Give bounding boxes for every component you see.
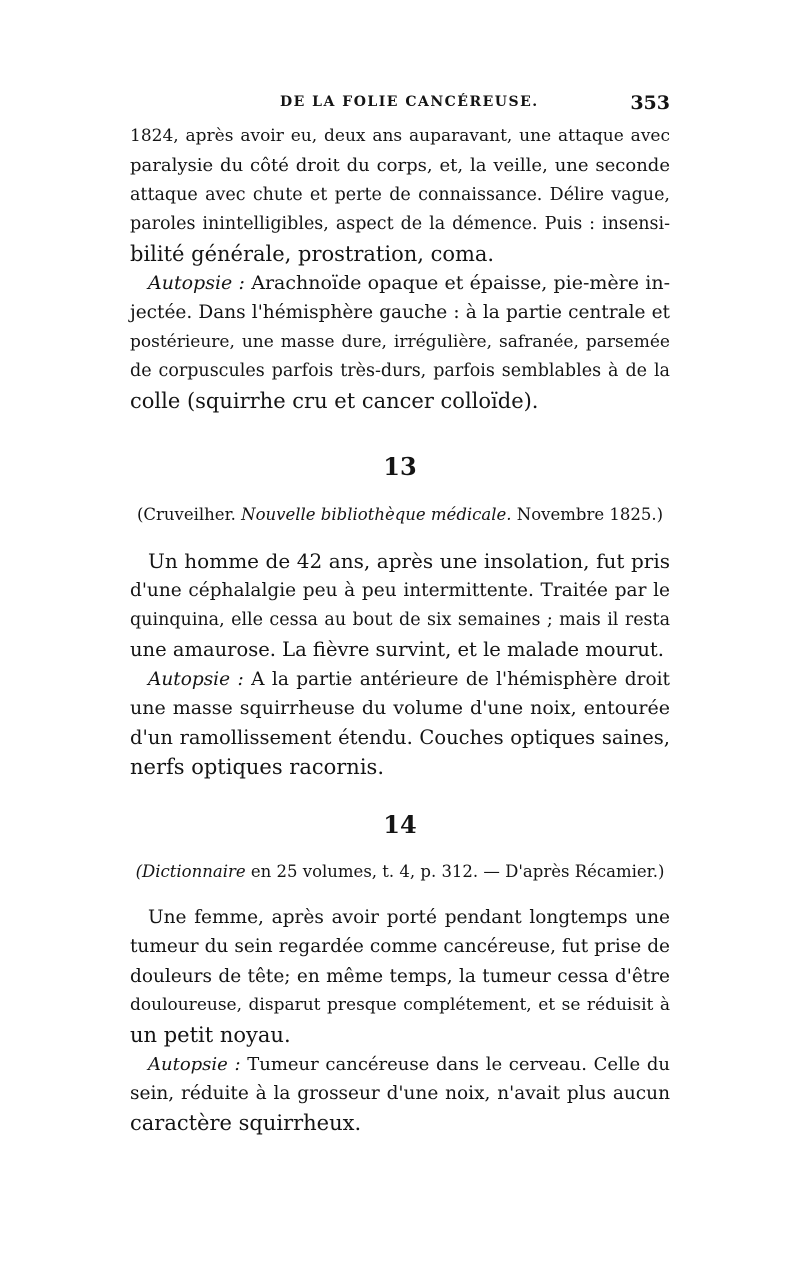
autopsy-line: Autopsie : A la partie antérieure de l'hémisphère droit [148,668,670,690]
case-12-text [130,122,670,416]
citation-13: (Cruveilher. Nouvelle bibliothèque médicale. Novembre 1825.) [136,505,664,524]
autopsy-label: Autopsie : [148,1054,241,1076]
case-14-text [130,903,670,1138]
text-line: douloureuse, disparut presque complétement, et se réduisit à [130,995,670,1016]
text-line: colle (squirrhe cru et cancer colloïde). [130,388,539,413]
autopsy-label: Autopsie : [148,272,245,295]
text-line: un petit noyau. [130,1022,291,1047]
text-line: de corpuscules parfois très-durs, parfois semblables à de la [130,361,670,382]
text-line: 1824, après avoir eu, deux ans auparavant, une attaque avec [130,126,670,146]
case-number-13: 13 [383,452,417,481]
text-line: postérieure, une masse dure, irrégulière, safranée, parsemée [130,331,670,352]
text-line: paralysie du côté droit du corps, et, la veille, une seconde [130,155,670,177]
text-line: caractère squirrheux. [130,1110,362,1135]
text-line: d'une céphalalgie peu à peu intermittente. Traitée par le [130,580,670,602]
text-line: douleurs de tête; en même temps, la tumeur cessa d'être [130,965,670,987]
text-line: sein, réduite à la grosseur d'une noix, n'avait plus aucun [130,1083,670,1105]
text-line: quinquina, elle cessa au bout de six semaines ; mais il resta [130,609,670,630]
autopsy-line: Autopsie : Arachnoïde opaque et épaisse, pie-mère in- [148,272,670,295]
page-number: 353 [630,92,670,114]
text-line: Une femme, après avoir porté pendant longtemps une [148,907,670,928]
text-line: bilité générale, prostration, coma. [130,241,495,266]
text-line: jectée. Dans l'hémisphère gauche : à la partie centrale et [130,302,670,324]
case-13-text [130,547,670,782]
text-line: attaque avec chute et perte de connaissance. Délire vague, [130,184,670,205]
text-line: paroles inintelligibles, aspect de la démence. Puis : insensi- [130,214,670,235]
text-line: Un homme de 42 ans, après une insolation, fut pris [148,549,670,573]
text-line: une masse squirrheuse du volume d'une noix, entourée [130,697,670,720]
text-line: tumeur du sein regardée comme cancéreuse, fut prise de [130,936,670,958]
case-number-14: 14 [383,810,417,839]
running-title: DE LA FOLIE CANCÉREUSE. [280,94,539,110]
text-line: une amaurose. La fièvre survint, et le malade mourut. [130,638,664,662]
text-line: d'un ramollissement étendu. Couches optiques saines, [130,726,670,750]
page-header [130,92,670,116]
autopsy-line: Autopsie : Tumeur cancéreuse dans le cerveau. Celle du [148,1054,670,1076]
text-line: nerfs optiques racornis. [130,754,384,779]
autopsy-label: Autopsie : [148,668,244,690]
citation-14: (Dictionnaire en 25 volumes, t. 4, p. 312. — D'après Récamier.) [135,862,665,881]
